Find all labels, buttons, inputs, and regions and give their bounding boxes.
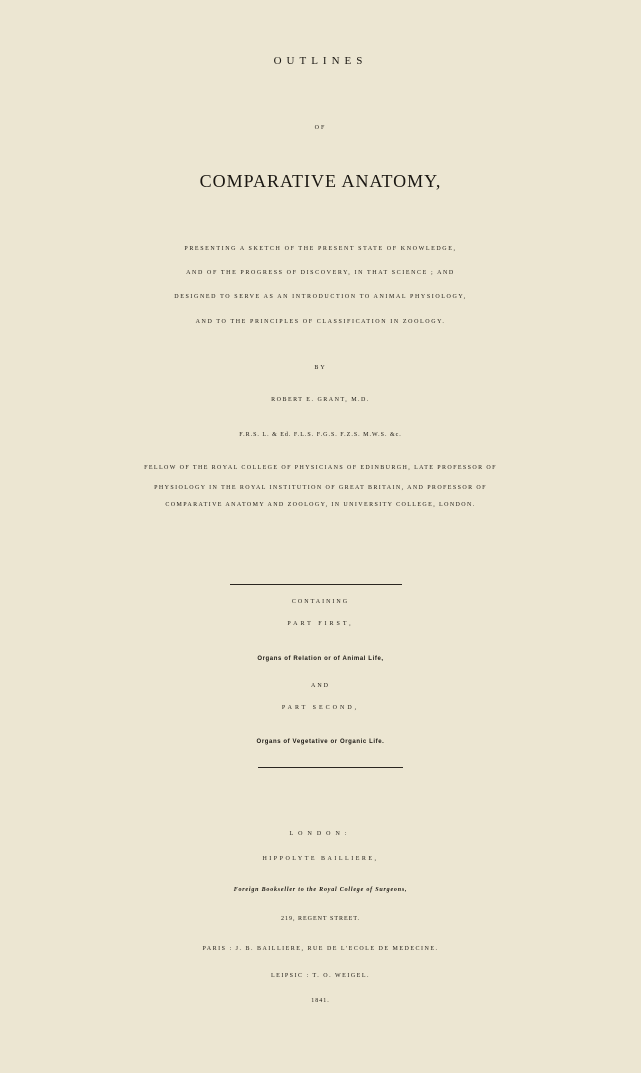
part-second-heading: PART SECOND, — [281, 705, 360, 711]
publisher-name: HIPPOLYTE BAILLIERE, — [262, 856, 379, 862]
publication-year: 1841. — [311, 998, 330, 1004]
publisher-appointment: Foreign Bookseller to the Royal College of Surgeons, — [233, 887, 408, 893]
description-line-2: AND OF THE PROGRESS OF DISCOVERY, IN THAT SCIENCE ; AND — [186, 270, 455, 276]
part-second-subtitle: Organs of Vegetative or Organic Life. — [256, 739, 385, 745]
description-line-1: PRESENTING A SKETCH OF THE PRESENT STATE OF KNOWLEDGE, — [184, 246, 457, 252]
description-line-4: AND TO THE PRINCIPLES OF CLASSIFICATION IN ZOOLOGY. — [195, 319, 446, 325]
leipsic-imprint: LEIPSIC : T. O. WEIGEL. — [271, 973, 370, 979]
divider-rule-bottom — [258, 767, 403, 768]
divider-rule-top — [230, 584, 402, 585]
publisher-address: 219, REGENT STREET. — [280, 916, 361, 922]
book-subject: COMPARATIVE ANATOMY, — [199, 171, 442, 191]
containing-label: CONTAINING — [291, 599, 350, 605]
of-word: OF — [314, 125, 327, 131]
affiliation-line-1: FELLOW OF THE ROYAL COLLEGE OF PHYSICIANS OF EDINBURGH, LATE PROFESSOR OF — [144, 465, 497, 471]
description-line-3: DESIGNED TO SERVE AS AN INTRODUCTION TO ANIMAL PHYSIOLOGY, — [174, 294, 467, 300]
imprint-city: LONDON: — [289, 831, 352, 837]
part-first-heading: PART FIRST, — [287, 621, 354, 627]
part-first-subtitle: Organs of Relation or of Animal Life, — [257, 656, 384, 662]
author-credentials: F.R.S. L. & Ed. F.L.S. F.G.S. F.Z.S. M.W.S. &c. — [239, 432, 402, 438]
by-word: BY — [314, 365, 327, 371]
and-word: AND — [311, 683, 330, 689]
paris-imprint: PARIS : J. B. BAILLIERE, RUE DE L'ECOLE DE MEDECINE. — [202, 946, 439, 952]
affiliation-line-3: COMPARATIVE ANATOMY AND ZOOLOGY, IN UNIVERSITY COLLEGE, LONDON. — [165, 502, 476, 508]
author-name: ROBERT E. GRANT, M.D. — [271, 397, 370, 403]
book-title: OUTLINES — [273, 55, 368, 67]
affiliation-line-2: PHYSIOLOGY IN THE ROYAL INSTITUTION OF GREAT BRITAIN, AND PROFESSOR OF — [154, 485, 487, 491]
